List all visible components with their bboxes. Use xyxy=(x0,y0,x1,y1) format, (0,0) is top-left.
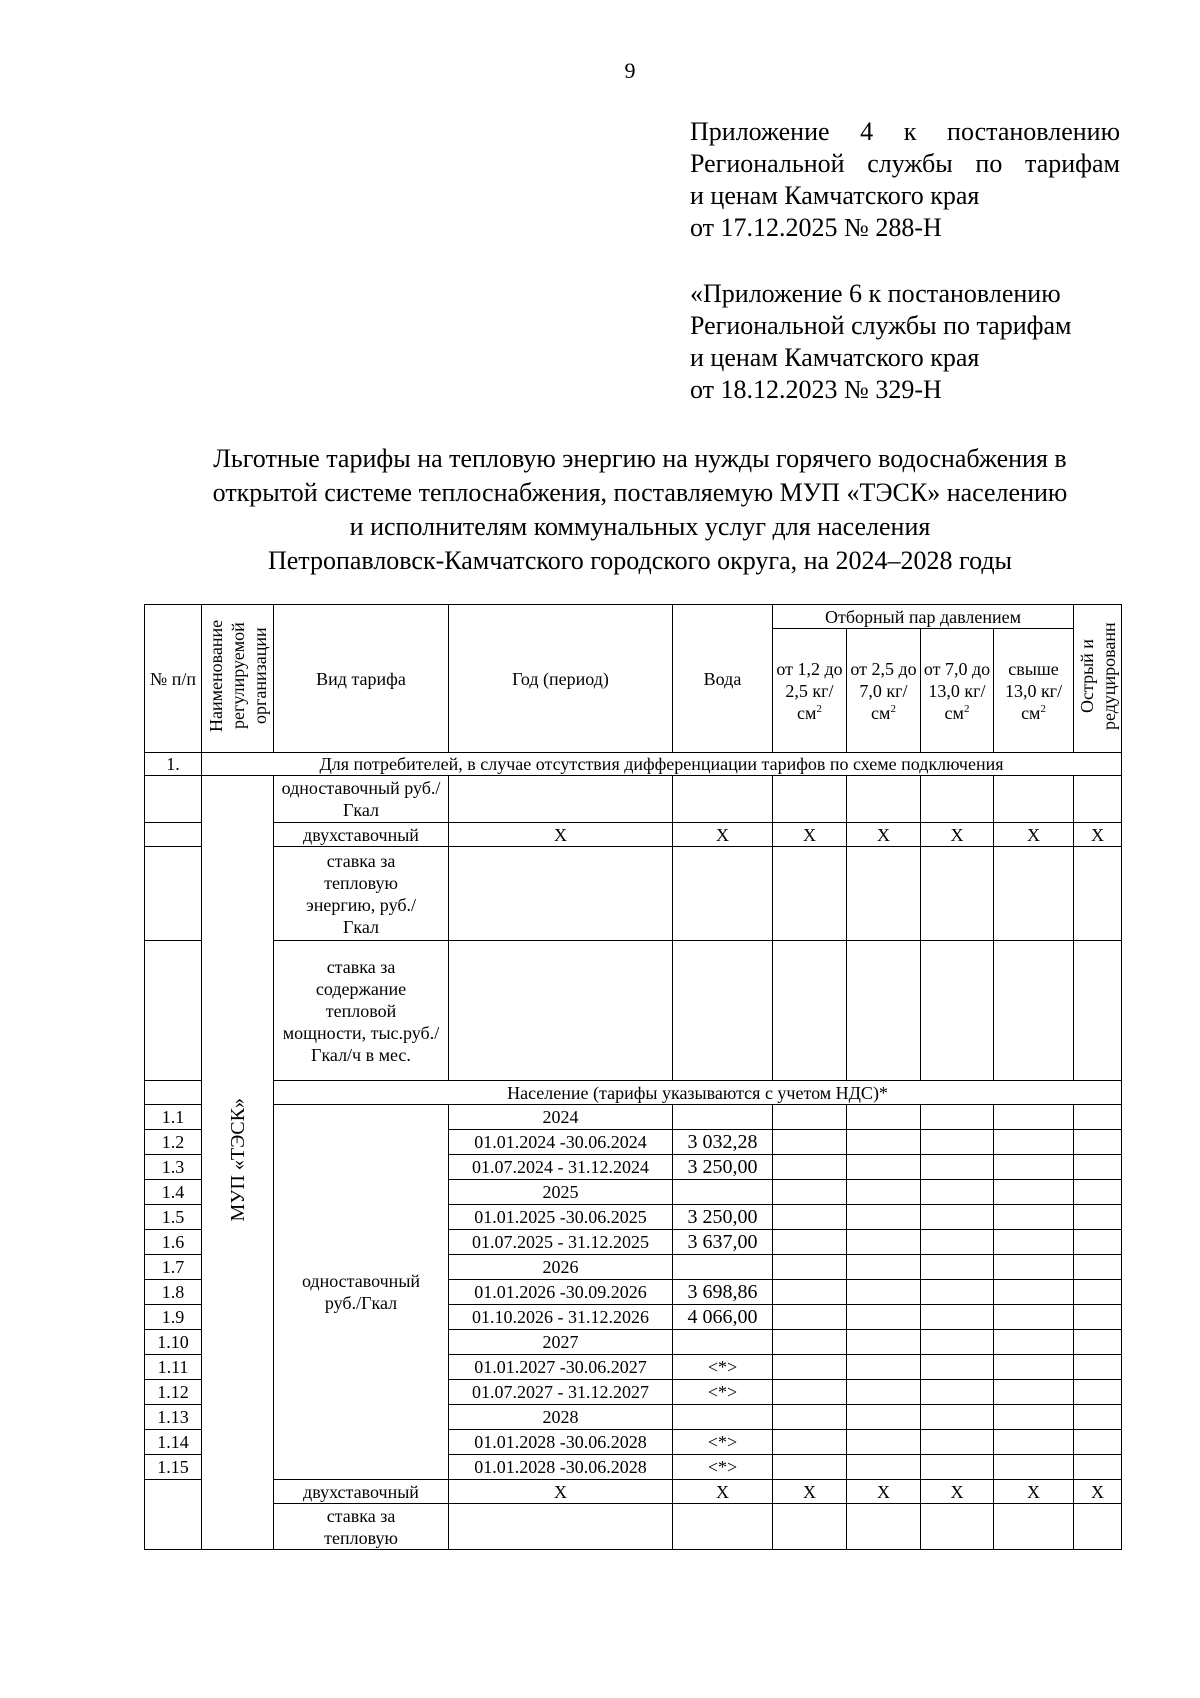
rate-energy-partial: ставка за тепловую xyxy=(274,1504,449,1550)
page-number: 9 xyxy=(624,58,636,83)
row-water: 3 032,28 xyxy=(673,1130,773,1155)
tariff-table xyxy=(144,604,1122,1550)
table-row xyxy=(145,941,1122,1081)
row-period: 2024 xyxy=(449,1105,673,1130)
row-num: 1.5 xyxy=(145,1205,202,1230)
row-period: 2027 xyxy=(449,1330,673,1355)
row-water: <*> xyxy=(673,1355,773,1380)
row-water: 3 637,00 xyxy=(673,1230,773,1255)
x-cell: X xyxy=(773,823,847,847)
row-water: <*> xyxy=(673,1455,773,1480)
header-sharp-text: Острый и редуцированн xyxy=(1077,622,1120,730)
table-row xyxy=(145,823,1122,847)
population-label: Население (тарифы указываются с учетом НДС)* xyxy=(274,1081,1122,1105)
row-water: <*> xyxy=(673,1430,773,1455)
section-num: 1. xyxy=(145,753,202,776)
org-name-cell xyxy=(202,776,274,1550)
title-line-4: Петропавловск-Камчатского городского округа, на 2024–2028 годы xyxy=(267,546,1013,575)
row-water: 4 066,00 xyxy=(673,1305,773,1330)
header-steam-1 xyxy=(773,629,847,753)
x-cell: X xyxy=(773,1480,847,1504)
header-steam-4 xyxy=(994,629,1074,753)
rate-two-population: двухставочный xyxy=(274,1480,449,1504)
row-period: 01.01.2028 -30.06.2028 xyxy=(449,1430,673,1455)
row-water: 3 698,86 xyxy=(673,1280,773,1305)
title-line-1: Льготные тарифы на тепловую энергию на нужды горячего водоснабжения в xyxy=(213,444,1067,473)
table-row xyxy=(145,776,1122,823)
section-label: Для потребителей, в случае отсутствия дифференциации тарифов по схеме подключения xyxy=(202,753,1122,776)
row-num: 1.14 xyxy=(145,1430,202,1455)
header-steam-3-exp: 2 xyxy=(963,702,970,715)
x-cell: X xyxy=(1074,1480,1122,1504)
header-sharp xyxy=(1074,605,1122,753)
x-cell: X xyxy=(1074,823,1122,847)
x-cell: X xyxy=(673,823,773,847)
row-water xyxy=(673,1405,773,1430)
header-year: Год (период) xyxy=(449,605,673,753)
header-steam-2-text: от 2,5 до 7,0 кг/см xyxy=(850,658,917,723)
row-period: 2026 xyxy=(449,1255,673,1280)
rate-one: одноставочный руб./Гкал xyxy=(274,776,449,823)
section-row xyxy=(145,753,1122,776)
row-num: 1.7 xyxy=(145,1255,202,1280)
row-num: 1.15 xyxy=(145,1455,202,1480)
row-period: 01.07.2025 - 31.12.2025 xyxy=(449,1230,673,1255)
appendix-original-line-2: Региональной службы по тарифам xyxy=(690,311,1072,340)
row-period: 01.01.2028 -30.06.2028 xyxy=(449,1455,673,1480)
header-steam-2 xyxy=(847,629,921,753)
appendix-original-line-3: и ценам Камчатского края xyxy=(690,343,980,372)
x-cell: X xyxy=(994,823,1074,847)
org-name: МУП «ТЭСК» xyxy=(226,1098,249,1222)
table-row xyxy=(145,1105,1122,1130)
document-title xyxy=(140,442,1140,578)
row-water xyxy=(673,1255,773,1280)
rate-two: двухставочный xyxy=(274,823,449,847)
header-steam-1-text: от 1,2 до 2,5 кг/см xyxy=(776,658,843,723)
header-row-1 xyxy=(145,605,1122,629)
row-num: 1.12 xyxy=(145,1380,202,1405)
row-num: 1.11 xyxy=(145,1355,202,1380)
row-period: 01.01.2027 -30.06.2027 xyxy=(449,1355,673,1380)
appendix-current-line-3: и ценам Камчатского края xyxy=(690,181,980,210)
header-steam-2-exp: 2 xyxy=(890,702,896,715)
rate-one-population: одноставочный руб./Гкал xyxy=(274,1105,449,1480)
header-org-text: Наименование регулируемой организации xyxy=(205,619,270,733)
row-period: 01.07.2024 - 31.12.2024 xyxy=(449,1155,673,1180)
row-num: 1.1 xyxy=(145,1105,202,1130)
row-num: 1.4 xyxy=(145,1180,202,1205)
appendix-current-line-1: Приложение 4 к постановлению xyxy=(690,117,1120,146)
x-cell: X xyxy=(673,1480,773,1504)
header-steam-group: Отборный пар давлением xyxy=(773,605,1074,629)
header-tariff-type: Вид тарифа xyxy=(274,605,449,753)
appendix-current-line-2: Региональной службы по тарифам xyxy=(690,149,1120,178)
header-water: Вода xyxy=(673,605,773,753)
appendix-current-line-4: от 17.12.2025 № 288-Н xyxy=(690,213,942,242)
appendix-original-line-4: от 18.12.2023 № 329-Н xyxy=(690,375,942,404)
header-steam-3 xyxy=(921,629,994,753)
row-num: 1.13 xyxy=(145,1405,202,1430)
x-cell: X xyxy=(847,1480,921,1504)
population-row xyxy=(145,1081,1122,1105)
row-period: 2025 xyxy=(449,1180,673,1205)
x-cell: X xyxy=(449,1480,673,1504)
row-water: <*> xyxy=(673,1380,773,1405)
rate-capacity: ставка за содержание тепловой мощности, тыс.руб./Гкал/ч в мес. xyxy=(274,941,449,1081)
row-num: 1.9 xyxy=(145,1305,202,1330)
row-water xyxy=(673,1330,773,1355)
row-water xyxy=(673,1105,773,1130)
row-period: 01.10.2026 - 31.12.2026 xyxy=(449,1305,673,1330)
x-cell: X xyxy=(921,823,994,847)
table-row xyxy=(145,847,1122,941)
x-cell: X xyxy=(449,823,673,847)
appendix-original-block xyxy=(690,278,1071,406)
row-num: 1.6 xyxy=(145,1230,202,1255)
header-steam-1-exp: 2 xyxy=(816,702,822,715)
header-steam-4-exp: 2 xyxy=(1040,702,1046,715)
row-num: 1.8 xyxy=(145,1280,202,1305)
table-row xyxy=(145,1480,1122,1504)
title-line-2: открытой системе теплоснабжения, поставляемую МУП «ТЭСК» населению xyxy=(212,478,1068,507)
header-steam-4-text: свыше 13,0 кг/см xyxy=(1004,658,1063,723)
row-water: 3 250,00 xyxy=(673,1155,773,1180)
x-cell: X xyxy=(847,823,921,847)
row-period: 01.07.2027 - 31.12.2027 xyxy=(449,1380,673,1405)
row-water xyxy=(673,1180,773,1205)
title-line-3: и исполнителям коммунальных услуг для населения xyxy=(349,512,931,541)
row-period: 01.01.2025 -30.06.2025 xyxy=(449,1205,673,1230)
row-period: 01.01.2024 -30.06.2024 xyxy=(449,1130,673,1155)
rate-energy: ставка за тепловую энергию, руб./Гкал xyxy=(274,847,449,941)
x-cell: X xyxy=(921,1480,994,1504)
header-org xyxy=(202,605,274,753)
row-num: 1.3 xyxy=(145,1155,202,1180)
header-num: № п/п xyxy=(145,605,202,753)
x-cell: X xyxy=(994,1480,1074,1504)
row-water: 3 250,00 xyxy=(673,1205,773,1230)
header-steam-3-text: от 7,0 до 13,0 кг/см xyxy=(923,658,991,723)
appendix-original-line-1: «Приложение 6 к постановлению xyxy=(690,279,1061,308)
row-period: 01.01.2026 -30.09.2026 xyxy=(449,1280,673,1305)
appendix-current-block xyxy=(690,116,1120,244)
table-row xyxy=(145,1504,1122,1550)
row-num: 1.10 xyxy=(145,1330,202,1355)
row-num: 1.2 xyxy=(145,1130,202,1155)
row-period: 2028 xyxy=(449,1405,673,1430)
